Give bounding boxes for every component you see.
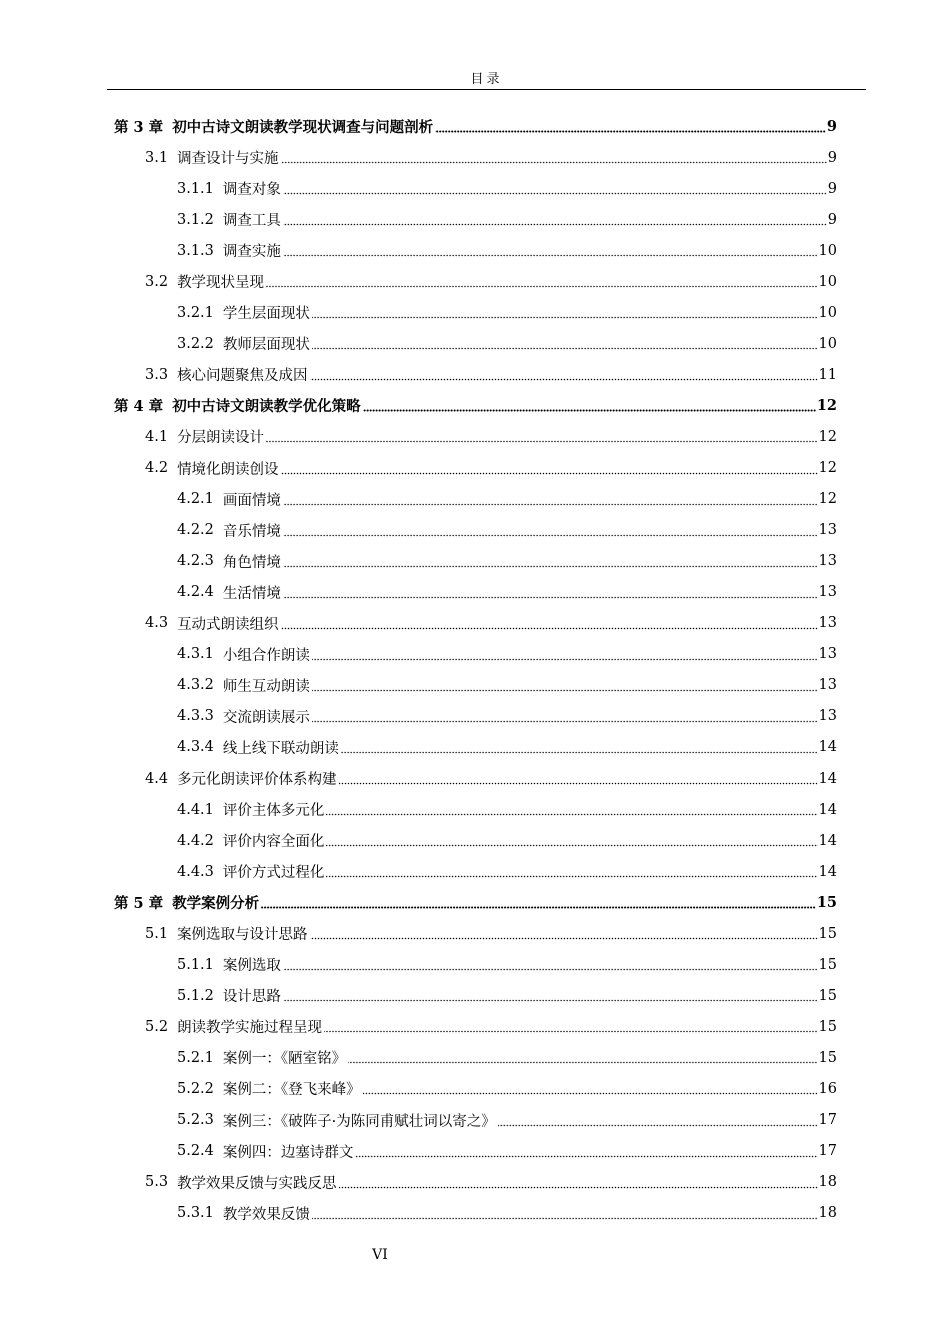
toc-dot-leader [261,906,816,909]
toc-entry-number: 5.3.1 [177,1205,214,1222]
toc-dot-leader [266,285,817,288]
toc-entry-5-2[interactable] [0,1011,950,1042]
toc-entry-page-number: 9 [827,149,837,166]
toc-entry-title: 学生层面现状 [222,306,310,323]
toc-entry-page-number: 13 [818,615,837,632]
toc-entry-title: 情境化朗读创设 [177,461,279,478]
toc-entry-number: 5.1.1 [177,956,214,973]
toc-dot-leader [341,751,818,754]
toc-dot-leader [498,1124,818,1127]
toc-entry-number: 3.2.2 [177,335,214,352]
toc-dot-leader [281,161,827,164]
toc-dot-leader [326,813,817,816]
toc-entry-3-1-3[interactable] [0,235,950,266]
toc-dot-leader [348,1061,817,1064]
toc-entry-4-4-2[interactable] [0,825,950,856]
toc-dot-leader [283,192,827,195]
toc-entry-page-number: 13 [818,522,837,539]
toc-entry-3-1-2[interactable] [0,204,950,235]
toc-entry-number: 4.4.2 [177,832,214,849]
toc-dot-leader [363,409,816,412]
toc-entry-number: 5.1 [145,925,169,942]
toc-entry-title: 教学效果反馈 [222,1206,310,1223]
toc-entry-page-number: 14 [818,770,837,787]
toc-dot-leader [281,627,818,630]
toc-entry-number: 第 3 章 [114,119,164,137]
toc-entry-第4章[interactable] [0,390,950,421]
toc-dot-leader [283,999,818,1002]
toc-entry-number: 3.1.1 [177,180,214,197]
toc-entry-page-number: 18 [818,1205,837,1222]
toc-entry-number: 4.1 [145,428,169,445]
toc-dot-leader [312,689,818,692]
toc-entry-title: 生活情境 [222,585,281,602]
toc-entry-4-3-1[interactable] [0,639,950,670]
toc-entry-number: 3.1 [145,149,169,166]
toc-entry-number: 5.1.2 [177,987,214,1004]
toc-entry-title: 教学现状呈现 [177,275,265,292]
toc-entry-title: 初中古诗文朗读教学优化策略 [172,398,361,416]
toc-entry-title: 核心问题聚焦及成因 [177,368,308,385]
toc-entry-5-2-2[interactable] [0,1073,950,1104]
toc-entry-title: 案例二：《登飞来峰》 [222,1082,361,1099]
toc-entry-number: 4.3 [145,615,169,632]
toc-entry-page-number: 13 [818,553,837,570]
toc-entry-title: 案例四：边塞诗群文 [222,1144,354,1161]
toc-entry-title: 调查工具 [222,213,281,230]
table-of-contents [0,111,950,1229]
toc-entry-title: 设计思路 [222,989,281,1006]
toc-entry-page-number: 17 [818,1112,837,1129]
toc-entry-number: 第 5 章 [114,895,164,913]
toc-entry-number: 4.3.4 [177,739,214,756]
toc-entry-title: 案例三：《破阵子·为陈同甫赋壮词以寄之》 [222,1113,496,1130]
toc-dot-leader [312,347,818,350]
toc-entry-number: 5.2 [145,1018,169,1035]
toc-entry-3-2-1[interactable] [0,297,950,328]
header-rule [107,89,866,90]
toc-entry-page-number: 15 [818,1049,837,1066]
toc-entry-number: 3.1.3 [177,242,214,259]
toc-entry-number: 5.3 [145,1174,169,1191]
toc-entry-title: 调查设计与实施 [177,151,279,168]
toc-entry-number: 4.2.3 [177,553,214,570]
toc-entry-3-1[interactable] [0,142,950,173]
toc-dot-leader [283,223,827,226]
toc-entry-title: 评价主体多元化 [222,803,325,820]
toc-entry-page-number: 10 [818,273,837,290]
toc-entry-page-number: 9 [827,211,837,228]
running-header: 目录 [470,72,503,87]
toc-entry-4-2[interactable] [0,453,950,484]
toc-entry-5-1-2[interactable] [0,980,950,1011]
toc-entry-page-number: 18 [818,1174,837,1191]
toc-entry-page-number: 12 [816,397,837,415]
toc-dot-leader [326,875,817,878]
toc-dot-leader [312,720,818,723]
toc-entry-4-2-3[interactable] [0,546,950,577]
toc-entry-number: 5.2.1 [177,1049,214,1066]
toc-dot-leader [355,1155,817,1158]
toc-entry-4-4[interactable] [0,763,950,794]
toc-entry-title: 交流朗读展示 [222,709,310,726]
toc-dot-leader [283,503,818,506]
toc-entry-number: 4.3.3 [177,708,214,725]
toc-entry-page-number: 15 [816,894,837,912]
toc-dot-leader [283,596,818,599]
toc-entry-title: 初中古诗文朗读教学现状调查与问题剖析 [172,119,434,137]
toc-entry-title: 教学案例分析 [172,895,260,913]
toc-entry-title: 朗读教学实施过程呈现 [177,1020,323,1037]
toc-entry-page-number: 12 [818,460,837,477]
toc-entry-title: 评价方式过程化 [222,865,325,882]
toc-entry-page-number: 13 [818,646,837,663]
toc-entry-4-3-2[interactable] [0,670,950,701]
toc-dot-leader [324,1030,817,1033]
toc-entry-number: 4.4.1 [177,801,214,818]
toc-entry-page-number: 10 [818,242,837,259]
toc-entry-number: 4.4.3 [177,863,214,880]
toc-entry-number: 4.4 [145,770,169,787]
toc-entry-5-1[interactable] [0,918,950,949]
page-number: VI [372,1247,388,1263]
toc-dot-leader [312,658,818,661]
toc-entry-title: 教师层面现状 [222,337,310,354]
toc-entry-number: 3.1.2 [177,211,214,228]
toc-entry-page-number: 15 [818,956,837,973]
toc-entry-5-2-3[interactable] [0,1105,950,1136]
toc-dot-leader [310,378,818,381]
toc-entry-title: 教学效果反馈与实践反思 [177,1175,337,1192]
toc-entry-5-1-1[interactable] [0,949,950,980]
toc-entry-4-4-1[interactable] [0,794,950,825]
toc-dot-leader [310,937,818,940]
toc-entry-title: 小组合作朗读 [222,647,310,664]
toc-dot-leader [339,1186,818,1189]
toc-entry-number: 5.2.2 [177,1080,214,1097]
toc-entry-5-2-1[interactable] [0,1042,950,1073]
toc-entry-4-1[interactable] [0,421,950,452]
toc-entry-title: 评价内容全面化 [222,834,325,851]
toc-dot-leader [435,130,826,133]
toc-entry-number: 4.2.1 [177,491,214,508]
toc-dot-leader [283,534,818,537]
toc-entry-page-number: 14 [818,863,837,880]
toc-entry-number: 4.3.2 [177,677,214,694]
toc-entry-3-2-2[interactable] [0,328,950,359]
toc-entry-4-4-3[interactable] [0,856,950,887]
toc-entry-4-3-3[interactable] [0,701,950,732]
toc-entry-title: 调查实施 [222,244,281,261]
toc-entry-title: 案例选取与设计思路 [177,927,308,944]
toc-entry-number: 5.2.3 [177,1112,214,1129]
toc-entry-5-3[interactable] [0,1167,950,1198]
toc-dot-leader [266,440,817,443]
toc-entry-title: 调查对象 [222,182,281,199]
toc-dot-leader [363,1092,818,1095]
toc-entry-title: 多元化朗读评价体系构建 [177,772,337,788]
toc-entry-number: 4.2.2 [177,522,214,539]
toc-entry-page-number: 10 [818,304,837,321]
toc-entry-title: 互动式朗读组织 [177,616,279,633]
toc-entry-page-number: 15 [818,987,837,1004]
toc-entry-4-3-4[interactable] [0,732,950,763]
toc-dot-leader [281,472,818,475]
toc-entry-number: 第 4 章 [114,398,164,416]
toc-dot-leader [312,316,818,319]
toc-entry-3-2[interactable] [0,266,950,297]
toc-entry-page-number: 13 [818,584,837,601]
toc-entry-number: 3.2 [145,273,169,290]
toc-dot-leader [326,844,817,847]
toc-entry-5-2-4[interactable] [0,1136,950,1167]
toc-entry-第5章[interactable] [0,887,950,918]
toc-entry-page-number: 17 [818,1143,837,1160]
toc-entry-page-number: 13 [818,708,837,725]
toc-entry-page-number: 15 [818,925,837,942]
toc-entry-number: 3.2.1 [177,304,214,321]
toc-entry-4-2-2[interactable] [0,515,950,546]
toc-entry-number: 4.2 [145,460,169,477]
toc-entry-page-number: 16 [818,1080,837,1097]
toc-entry-4-2-1[interactable] [0,484,950,515]
toc-entry-page-number: 13 [818,677,837,694]
toc-dot-leader [283,254,818,257]
toc-entry-page-number: 9 [826,118,837,136]
toc-entry-第3章[interactable] [0,111,950,142]
toc-entry-number: 4.2.4 [177,584,214,601]
toc-entry-page-number: 9 [827,180,837,197]
toc-entry-3-1-1[interactable] [0,173,950,204]
toc-dot-leader [339,782,818,785]
toc-entry-title: 音乐情境 [222,523,281,540]
toc-dot-leader [283,565,818,568]
toc-entry-page-number: 14 [818,832,837,849]
toc-entry-5-3-1[interactable] [0,1198,950,1229]
toc-entry-4-2-4[interactable] [0,577,950,608]
toc-dot-leader [312,1217,818,1220]
toc-entry-title: 角色情境 [222,554,281,571]
toc-entry-number: 5.2.4 [177,1143,214,1160]
toc-entry-title: 案例选取 [222,958,281,975]
toc-entry-3-3[interactable] [0,359,950,390]
toc-entry-page-number: 12 [818,491,837,508]
toc-entry-number: 4.3.1 [177,646,214,663]
toc-dot-leader [283,968,818,971]
toc-entry-page-number: 15 [818,1018,837,1035]
toc-entry-title: 画面情境 [222,492,281,509]
toc-entry-number: 3.3 [145,366,169,383]
toc-entry-page-number: 11 [818,366,837,383]
toc-entry-title: 师生互动朗读 [222,678,310,695]
toc-entry-title: 分层朗读设计 [177,430,265,447]
toc-entry-title: 案例一：《陋室铭》 [222,1051,347,1068]
toc-entry-page-number: 12 [818,428,837,445]
toc-entry-4-3[interactable] [0,608,950,639]
toc-entry-title: 线上线下联动朗读 [222,740,339,757]
toc-entry-page-number: 14 [818,739,837,756]
toc-entry-page-number: 14 [818,801,837,818]
toc-entry-page-number: 10 [818,335,837,352]
